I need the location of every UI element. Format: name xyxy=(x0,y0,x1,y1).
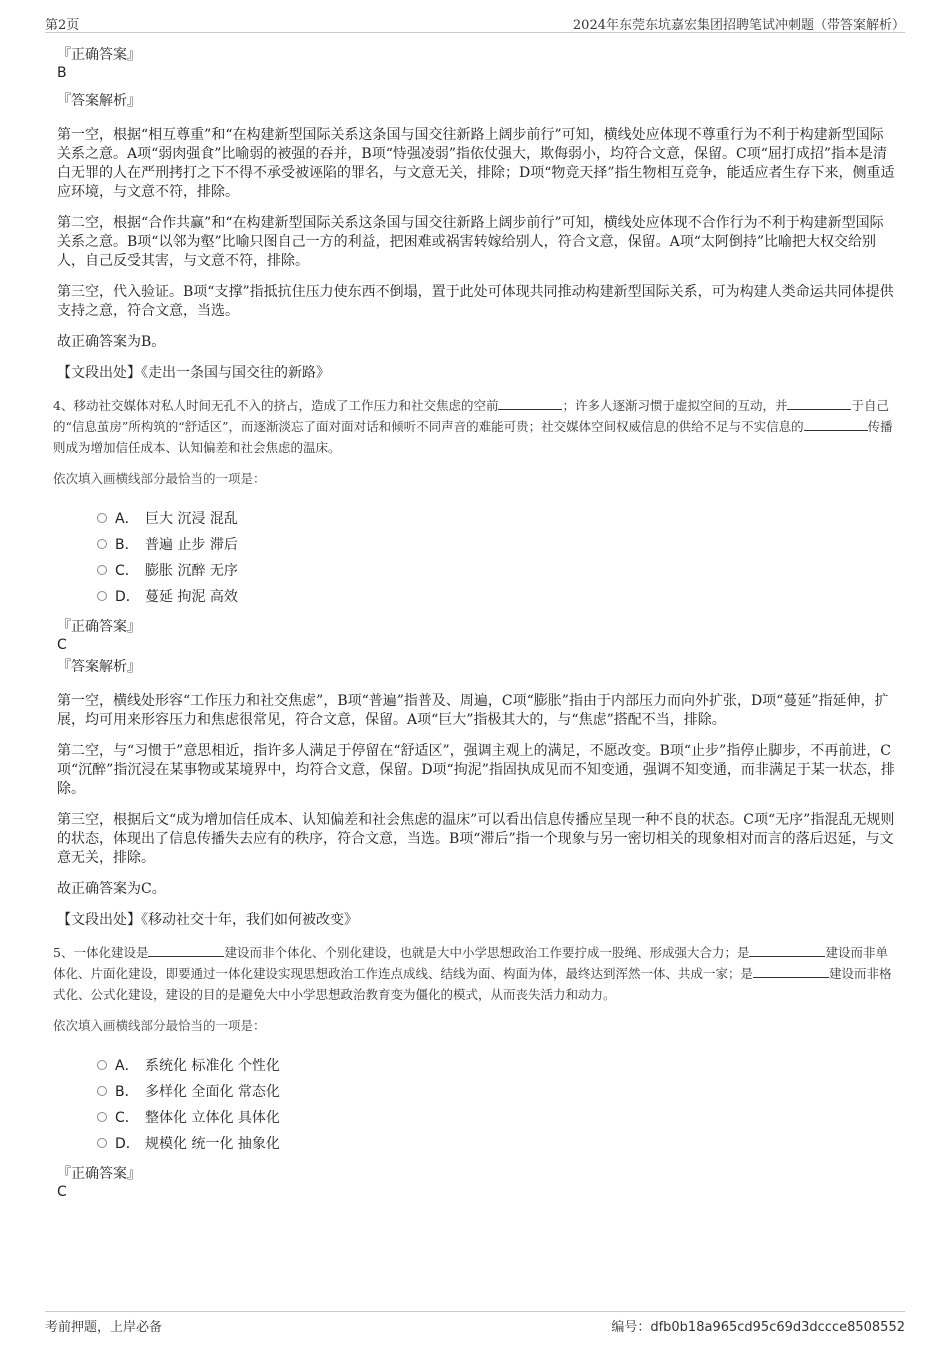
q5-option-b[interactable] xyxy=(97,1079,895,1105)
option-letter: B． xyxy=(115,1084,139,1100)
q4-analysis-para-2: 第二空，与“习惯于”意思相近，指许多人满足于停留在“舒适区”，强调主观上的满足，不愿改变。B项“止步”指停止脚步，不再前进，C项“沉醉”指沉浸在某事物或某境界中，均符合文意，保留。D项“拘泥”指固执成见而不知变通，强调不知变通，而非满足于某一状态，排除。 xyxy=(57,743,895,797)
q3-analysis-para-2: 第二空，根据“合作共赢”和“在构建新型国际关系这条国与国交往新路上阔步前行”可知，横线处应体现不合作行为不利于构建新型国际关系之意。B项“以邻为壑”比喻只图自己一方的利益，把困难或祸害转嫁给别人，符合文意，保留。A项“太阿倒持”比喻把大权交给别人，自己反受其害，与文意不符，排除。 xyxy=(57,215,884,269)
option-letter: D． xyxy=(115,1136,140,1152)
q4-option-d[interactable] xyxy=(97,584,895,610)
radio-icon[interactable] xyxy=(97,1086,107,1096)
option-letter: D． xyxy=(115,589,140,605)
q4-option-c[interactable] xyxy=(97,558,895,584)
page-content xyxy=(53,46,895,1211)
q4-correct-answer: C xyxy=(57,637,67,653)
option-text: 系统化 标准化 个性化 xyxy=(145,1058,280,1074)
radio-icon[interactable] xyxy=(97,565,107,575)
q3-analysis-para-1: 第一空，根据“相互尊重”和“在构建新型国际关系这条国与国交往新路上阔步前行”可知，横线处应体现不尊重行为不利于构建新型国际关系之意。A项“弱肉强食”比喻弱的被强的吞并，B项“恃强凌弱”指依仗强大，欺侮弱小，均符合文意，保留。C项“屈打成招”指本是清白无罪的人在严刑拷打之下不得不承受被诬陷的罪名，与文意无关，排除；D项“物竞天择”指生物相互竞争，能适应者生存下来，侧重适应环境，与文意不符，排除。 xyxy=(57,127,895,200)
footer-serial xyxy=(611,1316,905,1335)
q3-correct-answer: B xyxy=(57,65,67,81)
option-text: 整体化 立体化 具体化 xyxy=(145,1110,280,1126)
q5-options xyxy=(97,1053,895,1157)
radio-icon[interactable] xyxy=(97,1112,107,1122)
q4-blank-3 xyxy=(804,417,868,431)
q4-analysis-para-3: 第三空，根据后文“成为增加信任成本、认知偏差和社会焦虑的温床”可以看出信息传播应呈现一种不良的状态。C项“无序”指混乱无规则的状态，体现出了信息传播失去应有的秩序，符合文意，当选。B项“滞后”指一个现象与另一密切相关的现象相对而言的落后迟延，与文意无关，排除。 xyxy=(57,812,895,866)
q4-blank-1 xyxy=(498,396,562,410)
q5-prompt: 依次填入画横线部分最恰当的一项是： xyxy=(53,1018,266,1033)
q4-conclusion: 故正确答案为C。 xyxy=(57,881,166,897)
q5-option-a[interactable] xyxy=(97,1053,895,1079)
q3-source: 【文段出处】《走出一条国与国交往的新路》 xyxy=(57,365,330,381)
q5-blank-2 xyxy=(749,943,825,957)
option-letter: C． xyxy=(115,563,139,579)
q4-option-a[interactable] xyxy=(97,506,895,532)
q4-stem-part-2: ；许多人逐渐习惯于虚拟空间的互动，并 xyxy=(562,398,788,413)
option-letter: C． xyxy=(115,1110,139,1126)
q3-analysis-para-3: 第三空，代入验证。B项“支撑”指抵抗住压力使东西不倒塌，置于此处可体现共同推动构建新型国际关系，可为构建人类命运共同体提供支持之意，符合文意，当选。 xyxy=(57,284,894,319)
option-text: 普遍 止步 滞后 xyxy=(145,537,238,553)
q5-option-c[interactable] xyxy=(97,1105,895,1131)
q4-option-b[interactable] xyxy=(97,532,895,558)
option-letter: A． xyxy=(115,1058,139,1074)
radio-icon[interactable] xyxy=(97,591,107,601)
q4-analysis-para-1: 第一空，横线处形容“工作压力和社交焦虑”，B项“普遍”指普及、周遍，C项“膨胀”指由于内部压力而向外扩张，D项“蔓延”指延伸，扩展，均可用来形容压力和焦虑很常见，符合文意，保留。A项“巨大”指极其大的，与“焦虑”搭配不当，排除。 xyxy=(57,693,889,728)
serial-number: dfb0b18a965cd95c69d3dccce8508552 xyxy=(650,1320,905,1335)
q4-stem xyxy=(53,395,895,458)
page-number: 第2页 xyxy=(45,18,80,33)
q4-stem-part-4: 传播则成为增加信任成本、认知偏差和社会焦虑的温床。 xyxy=(53,419,893,455)
radio-icon[interactable] xyxy=(97,513,107,523)
q3-conclusion: 故正确答案为B。 xyxy=(57,334,166,350)
q5-stem-part-4: 建设而非格式化、公式化建设，建设的目的是避免大中小学思想政治教育变为僵化的模式，从而丧失活力和动力。 xyxy=(53,966,892,1002)
option-text: 膨胀 沉醉 无序 xyxy=(145,563,238,579)
page-header xyxy=(45,12,905,33)
option-letter: B． xyxy=(115,537,139,553)
option-letter: A． xyxy=(115,511,139,527)
footer-slogan: 考前押题，上岸必备 xyxy=(45,1320,163,1335)
option-text: 巨大 沉浸 混乱 xyxy=(145,511,238,527)
q5-correct-answer-label: 『正确答案』 xyxy=(57,1166,141,1182)
q5-option-d[interactable] xyxy=(97,1131,895,1157)
option-text: 多样化 全面化 常态化 xyxy=(145,1084,280,1100)
radio-icon[interactable] xyxy=(97,1060,107,1070)
document-title: 2024年东莞东坑嘉宏集团招聘笔试冲刺题（带答案解析） xyxy=(572,18,905,33)
q5-stem-part-1: 5、一体化建设是 xyxy=(53,945,149,960)
q4-blank-2 xyxy=(787,396,851,410)
q5-stem-part-2: 建设而非个体化、个别化建设，也就是大中小学思想政治工作要拧成一股绳、形成强大合力；是 xyxy=(224,945,750,960)
q4-prompt: 依次填入画横线部分最恰当的一项是： xyxy=(53,471,266,486)
q4-source: 【文段出处】《移动社交十年，我们如何被改变》 xyxy=(57,912,358,928)
page-footer xyxy=(45,1311,905,1334)
q3-correct-answer-label: 『正确答案』 xyxy=(57,47,141,63)
q4-stem-part-3: 于自己的“信息茧房”所构筑的“舒适区”，而逐渐淡忘了面对面对话和倾听不同声音的难能可贵；社交媒体空间权威信息的供给不足与不实信息的 xyxy=(53,398,889,434)
q3-analysis-label: 『答案解析』 xyxy=(57,93,141,109)
q5-blank-3 xyxy=(753,964,829,978)
option-text: 规模化 统一化 抽象化 xyxy=(145,1136,280,1152)
q5-blank-1 xyxy=(148,943,224,957)
serial-label: 编号： xyxy=(611,1320,651,1335)
q4-stem-part-1: 4、移动社交媒体对私人时间无孔不入的挤占，造成了工作压力和社交焦虑的空前 xyxy=(53,398,499,413)
q5-stem-part-3: 建设而非单体化、片面化建设，即要通过一体化建设实现思想政治工作连点成线、结线为面、构面为体，最终达到浑然一体、共成一家；是 xyxy=(53,945,888,981)
q5-correct-answer: C xyxy=(57,1184,67,1200)
q5-stem xyxy=(53,942,895,1005)
q4-correct-answer-label: 『正确答案』 xyxy=(57,619,141,635)
option-text: 蔓延 拘泥 高效 xyxy=(145,589,238,605)
q4-analysis-label: 『答案解析』 xyxy=(57,659,141,675)
radio-icon[interactable] xyxy=(97,1138,107,1148)
radio-icon[interactable] xyxy=(97,539,107,549)
q4-options xyxy=(97,506,895,610)
